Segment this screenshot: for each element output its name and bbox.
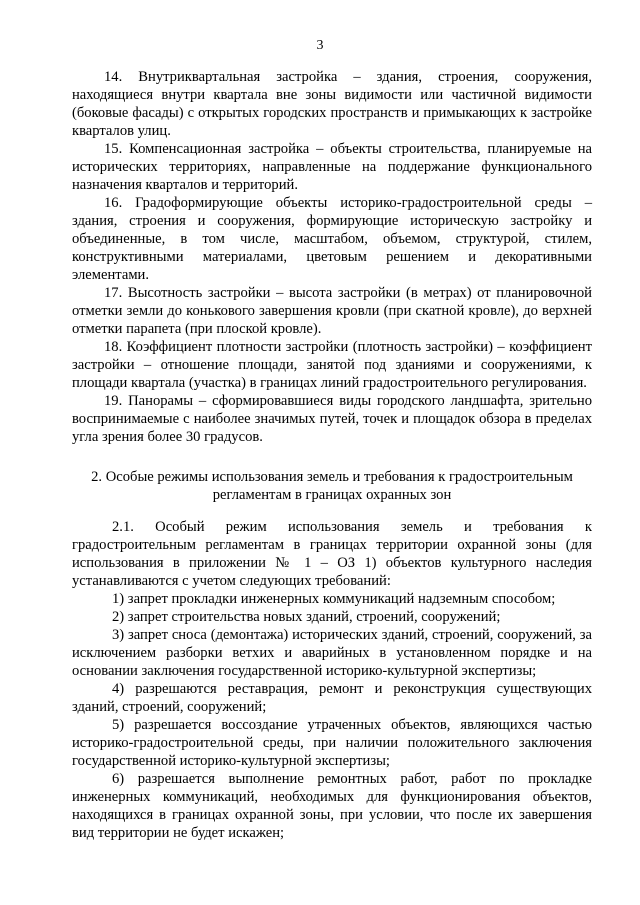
clause-item-5: 5) разрешается воссоздание утраченных объектов, являющихся частью историко-градостроительной среды, при наличии положительного заключения государственной историко-культурной экспертизы; xyxy=(72,717,592,769)
clause-item-2: 2) запрет строительства новых зданий, строений, сооружений; xyxy=(112,609,501,625)
definitions-list xyxy=(72,68,592,446)
clause-item-3: 3) запрет сноса (демонтажа) исторических зданий, строений, сооружений, за исключением разборки ветхих и аварийных в установленном порядке и на основании заключения государственной историко-культурной экспертизы; xyxy=(72,627,592,679)
definition-18: 18. Коэффициент плотности застройки (плотность застройки) – коэффициент застройки – отношение площади, занятой под зданиями и сооружениями, к площади квартала (участка) в границах линий градостроительного регулирования. xyxy=(72,339,592,391)
page-number: 3 xyxy=(316,38,324,53)
section-heading-line-2: регламентам в границах охранных зон xyxy=(212,487,452,503)
definition-19: 19. Панорамы – сформировавшиеся виды городского ландшафта, зрительно воспринимаемые с наиболее значимых путей, точек и площадок обзора в пределах угла зрения более 30 градусов. xyxy=(72,393,592,445)
definition-16: 16. Градоформирующие объекты историко-градостроительной среды – здания, строения и сооружения, формирующие историческую застройку и объединенные, в том числе, масштабом, объемом, структурой, стилем, конструктивными материалами, цветовым решением и декоративными элементами. xyxy=(72,195,592,283)
definition-14: 14. Внутриквартальная застройка – здания, строения, сооружения, находящиеся внутри квартала вне зоны видимости или частичной видимости (боковые фасады) с открытых городских пространств и примыкающих к застройке кварталов улиц. xyxy=(72,69,592,139)
section-heading-line-1: 2. Особые режимы использования земель и требования к градостроительным xyxy=(91,469,573,485)
clause-item-1: 1) запрет прокладки инженерных коммуникаций надземным способом; xyxy=(112,591,556,607)
clause-item-6: 6) разрешается выполнение ремонтных работ, работ по прокладке инженерных коммуникаций, необходимых для функционирования объектов, находящихся в границах охранной зоны, при условии, что после их завершения вид территории не будет искажен; xyxy=(72,771,592,841)
definition-17: 17. Высотность застройки – высота застройки (в метрах) от планировочной отметки земли до конькового завершения кровли (при скатной кровле), до верхней отметки парапета (при плоской кровле). xyxy=(72,285,592,337)
clause-item-4: 4) разрешаются реставрация, ремонт и реконструкция существующих зданий, строений, сооружений; xyxy=(72,681,592,715)
clause-2-1 xyxy=(72,518,592,842)
section-heading xyxy=(72,468,592,504)
clause-intro: 2.1. Особый режим использования земель и требования к градостроительным регламентам в границах территории охранной зоны (для использования в приложении № 1 – ОЗ 1) объектов культурного наследия устанавливаются с учетом следующих требований: xyxy=(72,519,592,589)
definition-15: 15. Компенсационная застройка – объекты строительства, планируемые на исторических территориях, направленные на поддержание функционального назначения кварталов и территорий. xyxy=(72,141,592,193)
